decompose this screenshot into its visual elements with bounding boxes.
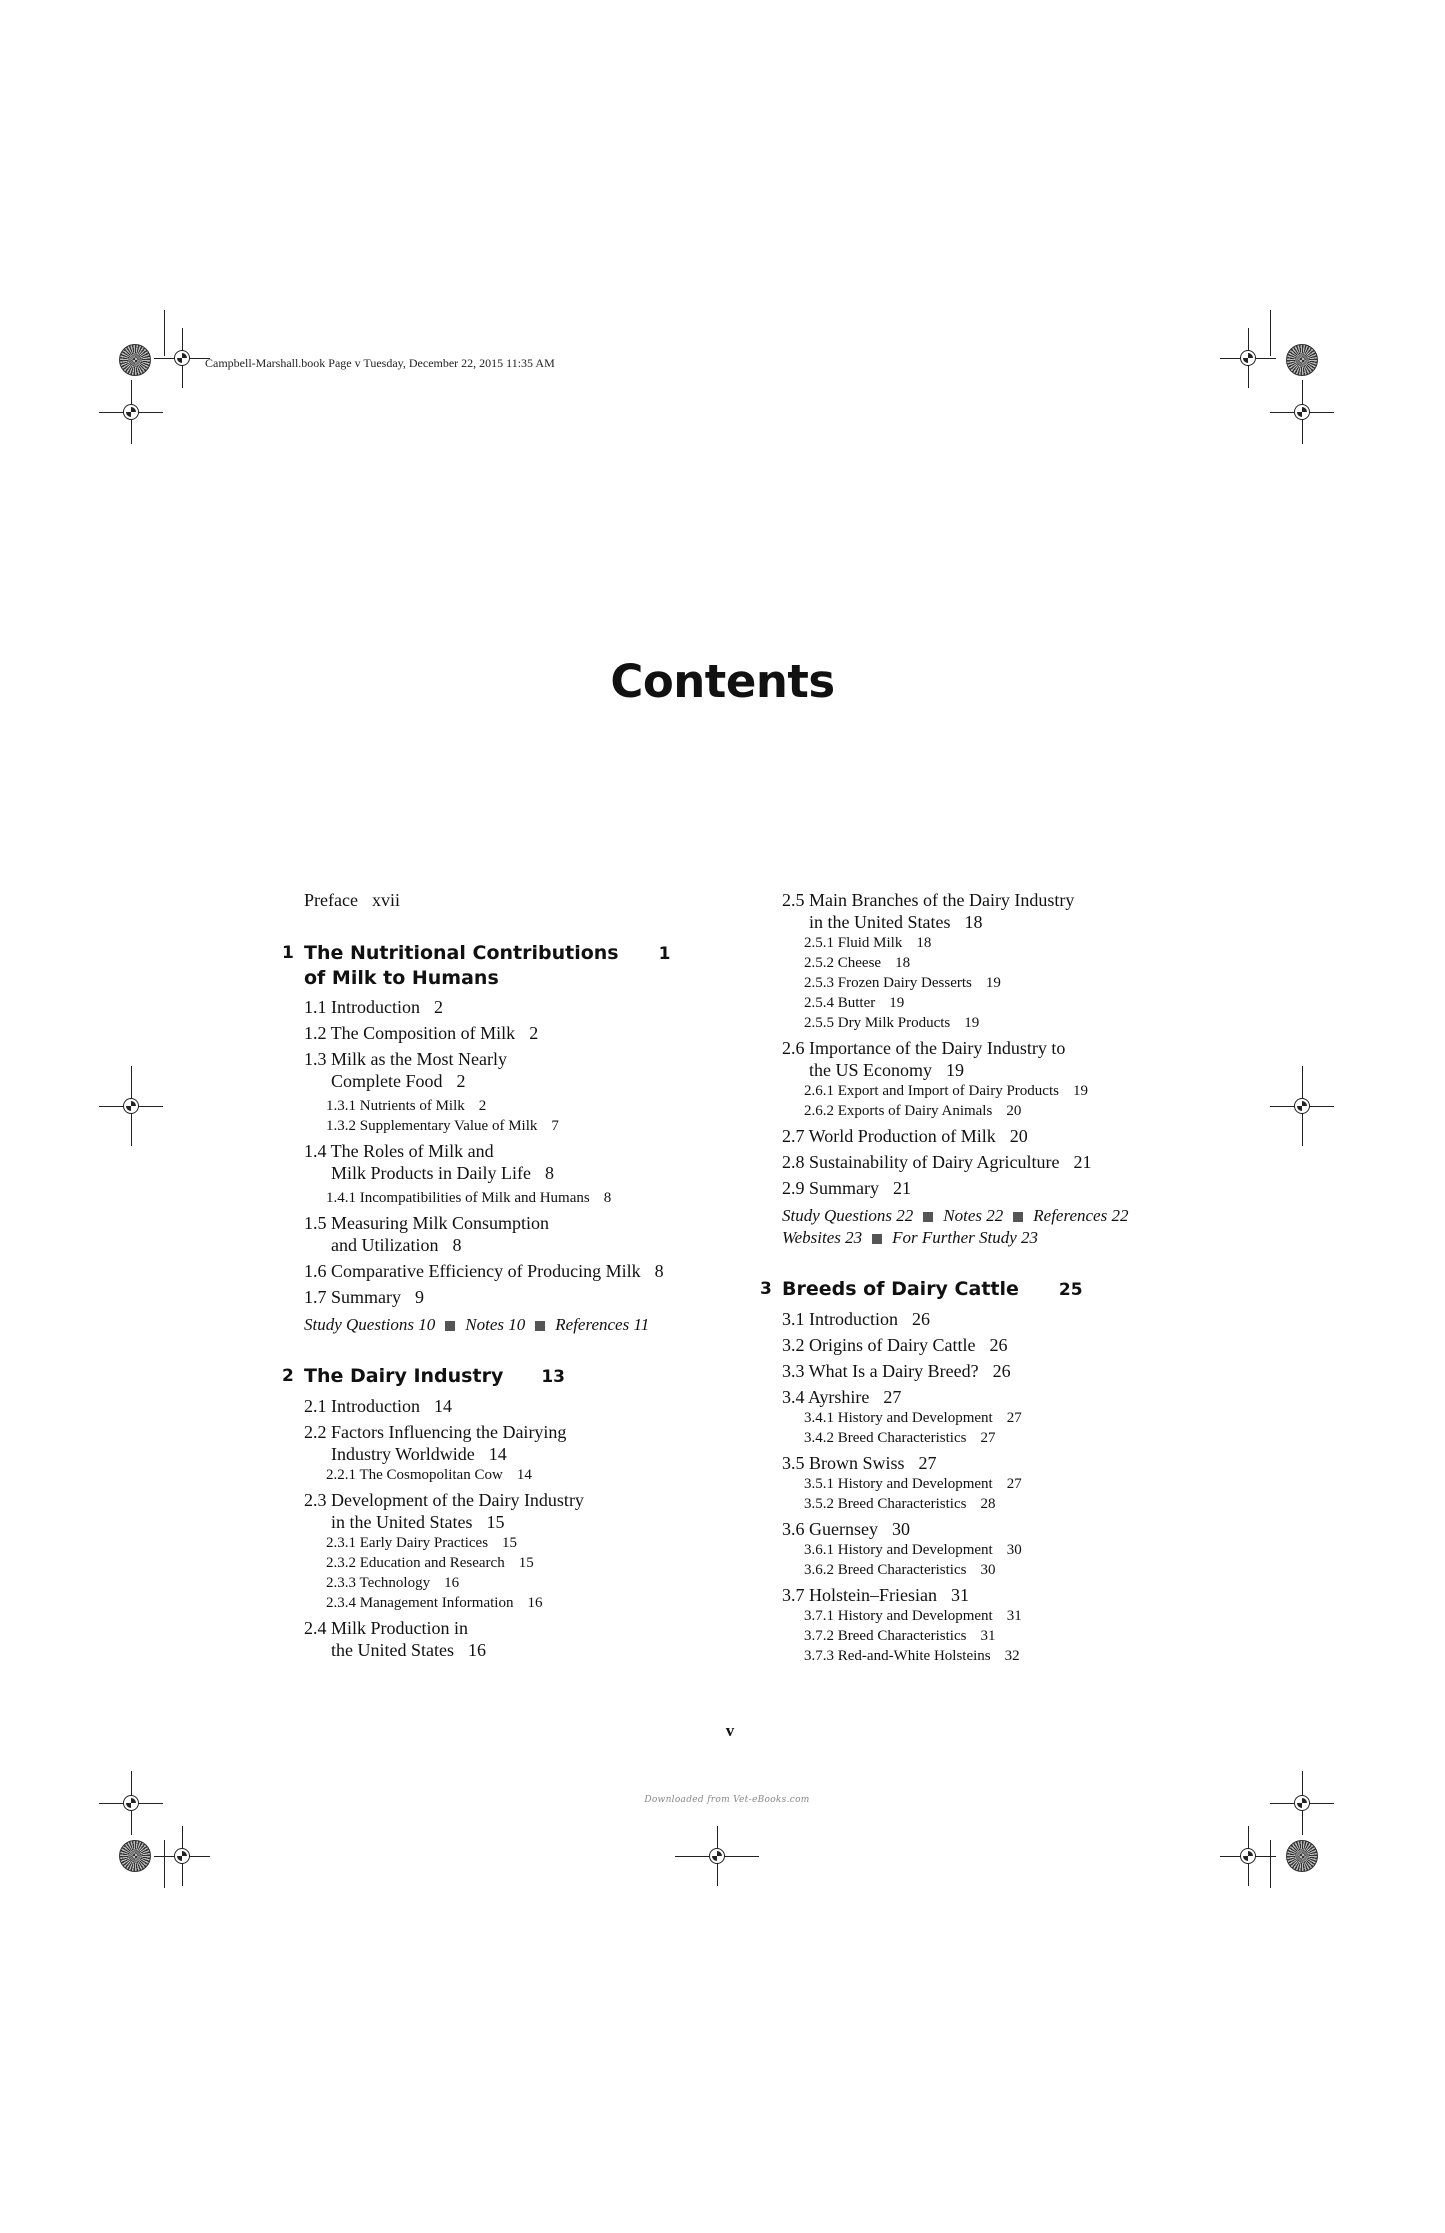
- toc-entry[interactable]: [782, 889, 1182, 933]
- toc-subentry[interactable]: [304, 1533, 734, 1553]
- toc-entry-label: 2.8 Sustainability of Dairy Agriculture: [782, 1152, 1060, 1172]
- toc-entry-label: 3.7.3 Red-and-White Holsteins: [804, 1648, 991, 1664]
- toc-entry-label: 1.4 The Roles of Milk and: [304, 1141, 494, 1161]
- toc-subentry[interactable]: [782, 1428, 1182, 1448]
- square-bullet-icon: [1013, 1212, 1023, 1222]
- toc-entry-label: 2.5.2 Cheese: [804, 955, 882, 971]
- toc-entry[interactable]: [782, 1308, 1182, 1330]
- toc-entry[interactable]: [782, 1151, 1182, 1173]
- toc-page-number: 15: [518, 1555, 534, 1571]
- toc-entry-label: 1.7 Summary: [304, 1287, 401, 1307]
- crop-line: [164, 310, 165, 356]
- toc-subentry[interactable]: [782, 1408, 1182, 1428]
- toc-entry-label: 2.1 Introduction: [304, 1396, 420, 1416]
- toc-page-number: 9: [415, 1287, 424, 1307]
- toc-page-number: 14: [516, 1467, 532, 1483]
- toc-subentry[interactable]: [782, 1540, 1182, 1560]
- toc-entry-label: 2.3.1 Early Dairy Practices: [326, 1535, 489, 1551]
- toc-entry-label: 2.6 Importance of the Dairy Industry to: [782, 1038, 1066, 1058]
- toc-subentry[interactable]: [782, 973, 1182, 993]
- toc-page-number: 20: [1006, 1103, 1022, 1119]
- toc-page-number: 16: [467, 1640, 486, 1660]
- toc-page-number: 21: [1073, 1152, 1092, 1172]
- crop-line: [1270, 1840, 1271, 1888]
- crop-line: [164, 1840, 165, 1888]
- toc-entry[interactable]: [304, 1212, 734, 1256]
- toc-page-number: 19: [1072, 1083, 1088, 1099]
- toc-entry-label: 1.3.2 Supplementary Value of Milk: [326, 1118, 538, 1134]
- toc-entry-label: 2.5 Main Branches of the Dairy Industry: [782, 890, 1075, 910]
- toc-entry-label: 3.5.2 Breed Characteristics: [804, 1496, 967, 1512]
- toc-entry-label: 2.9 Summary: [782, 1178, 879, 1198]
- toc-entry-label: 1.5 Measuring Milk Consumption: [304, 1213, 550, 1233]
- chapter-end-matter: [304, 1314, 734, 1336]
- toc-entry-label: 2.2 Factors Influencing the Dairying: [304, 1422, 567, 1442]
- toc-page-number: 15: [486, 1512, 505, 1532]
- toc-page-number: 16: [527, 1595, 543, 1611]
- toc-subentry[interactable]: [782, 1474, 1182, 1494]
- color-bar-target-top-right: [1286, 344, 1318, 376]
- toc-page-number: 26: [989, 1335, 1008, 1355]
- toc-entry[interactable]: [304, 1048, 734, 1092]
- toc-page-number: 19: [946, 1060, 964, 1080]
- toc-page-number: 21: [893, 1178, 911, 1198]
- chapter-heading-2[interactable]: [282, 1364, 734, 1389]
- toc-page-number: 2: [433, 997, 443, 1017]
- toc-subentry[interactable]: [304, 1573, 734, 1593]
- toc-entry-label: 3.4.2 Breed Characteristics: [804, 1430, 967, 1446]
- toc-subentry[interactable]: [782, 1626, 1182, 1646]
- toc-entry-label-cont: the US Economy: [809, 1060, 932, 1080]
- chapter-page: 25: [1058, 1280, 1083, 1300]
- toc-entry[interactable]: [304, 1617, 734, 1661]
- chapter-number: 2: [282, 1366, 294, 1386]
- toc-entry-label: 2.5.4 Butter: [804, 995, 876, 1011]
- toc-entry[interactable]: [782, 1360, 1182, 1382]
- toc-page-number: 15: [502, 1535, 518, 1551]
- toc-entry-label: 3.3 What Is a Dairy Breed?: [782, 1361, 979, 1381]
- study-item[interactable]: Websites 23: [782, 1228, 863, 1247]
- square-bullet-icon: [535, 1321, 545, 1331]
- toc-page-number: 14: [433, 1396, 452, 1416]
- toc-entry-label: 3.7.2 Breed Characteristics: [804, 1628, 967, 1644]
- toc-page-number: 27: [883, 1387, 902, 1407]
- toc-entry[interactable]: [304, 1489, 734, 1533]
- chapter-heading-3[interactable]: [760, 1277, 1182, 1302]
- toc-subentry[interactable]: [304, 1553, 734, 1573]
- toc-left-column: [282, 889, 734, 1665]
- study-item[interactable]: Notes 22: [943, 1206, 1004, 1225]
- toc-page-number: 2: [529, 1023, 539, 1043]
- toc-entry[interactable]: [304, 1286, 734, 1308]
- square-bullet-icon: [923, 1212, 933, 1222]
- toc-page-number: 8: [452, 1235, 462, 1255]
- toc-page-number: 19: [889, 995, 905, 1011]
- toc-page-number: 18: [895, 955, 911, 971]
- crop-line: [1270, 310, 1271, 356]
- toc-entry-label-cont: in the United States: [331, 1512, 473, 1532]
- toc-entry[interactable]: [782, 1452, 1182, 1474]
- toc-subentry[interactable]: [782, 1560, 1182, 1580]
- toc-entry[interactable]: [304, 1421, 734, 1465]
- toc-entry-label: 3.6 Guernsey: [782, 1519, 878, 1539]
- toc-entry-label-cont: Industry Worldwide: [331, 1444, 475, 1464]
- toc-page-number: 32: [1004, 1648, 1020, 1664]
- toc-entry-label: 3.2 Origins of Dairy Cattle: [782, 1335, 976, 1355]
- toc-entry[interactable]: [304, 996, 734, 1018]
- toc-entry-label: 3.1 Introduction: [782, 1309, 898, 1329]
- toc-entry-label: 1.2 The Composition of Milk: [304, 1023, 516, 1043]
- toc-entry-label: 2.5.5 Dry Milk Products: [804, 1015, 951, 1031]
- toc-right-column: [760, 889, 1182, 1666]
- toc-entry[interactable]: [304, 1260, 734, 1282]
- toc-page-number: 8: [544, 1163, 554, 1183]
- toc-subentry[interactable]: [304, 1096, 734, 1116]
- watermark-text: Downloaded from Vet-eBooks.com: [644, 1795, 810, 1805]
- toc-entry-label-cont: in the United States: [809, 912, 951, 932]
- toc-subentry[interactable]: [304, 1188, 734, 1208]
- toc-page-number: 30: [1006, 1542, 1022, 1558]
- toc-entry-label: 2.5.3 Frozen Dairy Desserts: [804, 975, 972, 991]
- toc-entry[interactable]: [304, 1022, 734, 1044]
- toc-page-number: 30: [891, 1519, 910, 1539]
- toc-subentry[interactable]: [304, 1116, 734, 1136]
- chapter-page: 1: [658, 944, 671, 964]
- toc-entry-label-cont: and Utilization: [331, 1235, 439, 1255]
- toc-entry-label: 1.3 Milk as the Most Nearly: [304, 1049, 507, 1069]
- toc-entry[interactable]: [782, 1037, 1182, 1081]
- toc-page-number: 27: [980, 1430, 996, 1446]
- toc-entry[interactable]: [782, 1518, 1182, 1540]
- toc-entry-label: 3.4 Ayrshire: [782, 1387, 870, 1407]
- toc-entry-preface[interactable]: [304, 889, 734, 911]
- study-item[interactable]: Study Questions 10: [304, 1315, 436, 1334]
- toc-entry[interactable]: [782, 1386, 1182, 1408]
- toc-entry-label: 3.7 Holstein–Friesian: [782, 1585, 937, 1605]
- toc-subentry[interactable]: [782, 1101, 1182, 1121]
- study-item[interactable]: Notes 10: [465, 1315, 526, 1334]
- toc-page-number: xvii: [371, 890, 400, 910]
- toc-entry-label: 3.4.1 History and Development: [804, 1410, 993, 1426]
- toc-entry-label: 2.5.1 Fluid Milk: [804, 935, 903, 951]
- toc-entry-label: 1.4.1 Incompatibilities of Milk and Humans: [326, 1190, 590, 1206]
- toc-entry-label-cont: the United States: [331, 1640, 454, 1660]
- study-item[interactable]: Study Questions 22: [782, 1206, 914, 1225]
- toc-page-number: 19: [985, 975, 1001, 991]
- toc-entry[interactable]: [782, 1177, 1182, 1199]
- toc-entry-label: 3.5.1 History and Development: [804, 1476, 993, 1492]
- chapter-title: Breeds of Dairy Cattle: [782, 1278, 1019, 1300]
- toc-page-number: 28: [980, 1496, 996, 1512]
- toc-entry-label: 2.3.4 Management Information: [326, 1595, 514, 1611]
- toc-subentry[interactable]: [782, 1606, 1182, 1626]
- square-bullet-icon: [445, 1321, 455, 1331]
- study-item[interactable]: References 11: [555, 1315, 650, 1334]
- toc-entry-label: 2.3 Development of the Dairy Industry: [304, 1490, 584, 1510]
- page-title: Contents: [610, 655, 835, 708]
- toc-subentry[interactable]: [782, 953, 1182, 973]
- toc-entry-label: 3.6.2 Breed Characteristics: [804, 1562, 967, 1578]
- chapter-title-cont: of Milk to Humans: [304, 967, 499, 989]
- toc-subentry[interactable]: [782, 993, 1182, 1013]
- toc-entry[interactable]: [782, 1584, 1182, 1606]
- page-number: v: [725, 1721, 735, 1740]
- toc-page-number: 7: [551, 1118, 559, 1134]
- toc-page-number: 8: [603, 1190, 612, 1206]
- toc-entry-label: 1.6 Comparative Efficiency of Producing Milk: [304, 1261, 641, 1281]
- toc-entry-label-cont: Complete Food: [331, 1071, 443, 1091]
- toc-entry[interactable]: [782, 1334, 1182, 1356]
- toc-page-number: 18: [964, 912, 983, 932]
- toc-entry-label: 1.3.1 Nutrients of Milk: [326, 1098, 465, 1114]
- toc-subentry[interactable]: [782, 1646, 1182, 1666]
- toc-entry-label: 3.5 Brown Swiss: [782, 1453, 905, 1473]
- toc-page-number: 8: [654, 1261, 664, 1281]
- chapter-title: The Nutritional Contributions: [304, 942, 619, 964]
- chapter-number: 3: [760, 1279, 772, 1299]
- toc-page-number: 18: [916, 935, 932, 951]
- toc-entry-label: 3.7.1 History and Development: [804, 1608, 993, 1624]
- chapter-number: 1: [282, 943, 294, 963]
- toc-entry-label: 2.4 Milk Production in: [304, 1618, 469, 1638]
- toc-entry-label: 2.2.1 The Cosmopolitan Cow: [326, 1467, 503, 1483]
- toc-subentry[interactable]: [782, 1013, 1182, 1033]
- toc-page-number: 2: [456, 1071, 466, 1091]
- chapter-title: The Dairy Industry: [304, 1365, 504, 1387]
- chapter-page: 13: [541, 1367, 566, 1387]
- toc-entry-label: 3.6.1 History and Development: [804, 1542, 993, 1558]
- chapter-end-matter: [782, 1205, 1182, 1249]
- toc-entry[interactable]: [304, 1140, 734, 1184]
- toc-entry-label: 2.3.2 Education and Research: [326, 1555, 505, 1571]
- toc-page-number: 20: [1009, 1126, 1028, 1146]
- toc-page-number: 31: [1006, 1608, 1022, 1624]
- toc-entry-label: 1.1 Introduction: [304, 997, 420, 1017]
- toc-entry-label-cont: Milk Products in Daily Life: [331, 1163, 531, 1183]
- toc-entry[interactable]: [304, 1395, 734, 1417]
- print-slug: Campbell-Marshall.book Page v Tuesday, December 22, 2015 11:35 AM: [205, 356, 555, 370]
- toc-subentry[interactable]: [782, 1081, 1182, 1101]
- toc-page-number: 31: [951, 1585, 969, 1605]
- chapter-heading-1[interactable]: [282, 941, 734, 990]
- toc-page-number: 2: [478, 1098, 487, 1114]
- toc-page-number: 30: [980, 1562, 996, 1578]
- toc-page-number: 27: [1006, 1476, 1022, 1492]
- color-bar-target-bottom-left: [119, 1840, 151, 1872]
- color-bar-target-top-left: [119, 344, 151, 376]
- toc-page-number: 26: [992, 1361, 1011, 1381]
- square-bullet-icon: [872, 1234, 882, 1244]
- toc-entry-label: 2.3.3 Technology: [326, 1575, 431, 1591]
- toc-page-number: 27: [918, 1453, 937, 1473]
- toc-subentry[interactable]: [304, 1593, 734, 1613]
- toc-entry[interactable]: [782, 1125, 1182, 1147]
- toc-subentry[interactable]: [782, 933, 1182, 953]
- toc-page-number: 26: [911, 1309, 930, 1329]
- study-item[interactable]: For Further Study 23: [892, 1228, 1039, 1247]
- toc-entry-label: 2.6.1 Export and Import of Dairy Products: [804, 1083, 1059, 1099]
- toc-entry-label: Preface: [304, 890, 358, 910]
- toc-page-number: 31: [980, 1628, 996, 1644]
- toc-page-number: 14: [488, 1444, 507, 1464]
- toc-subentry[interactable]: [304, 1465, 734, 1485]
- color-bar-target-bottom-right: [1286, 1840, 1318, 1872]
- toc-page-number: 16: [444, 1575, 460, 1591]
- toc-page-number: 19: [964, 1015, 980, 1031]
- toc-entry-label: 2.6.2 Exports of Dairy Animals: [804, 1103, 993, 1119]
- toc-page-number: 27: [1006, 1410, 1022, 1426]
- toc-entry-label: 2.7 World Production of Milk: [782, 1126, 996, 1146]
- toc-subentry[interactable]: [782, 1494, 1182, 1514]
- study-item[interactable]: References 22: [1033, 1206, 1129, 1225]
